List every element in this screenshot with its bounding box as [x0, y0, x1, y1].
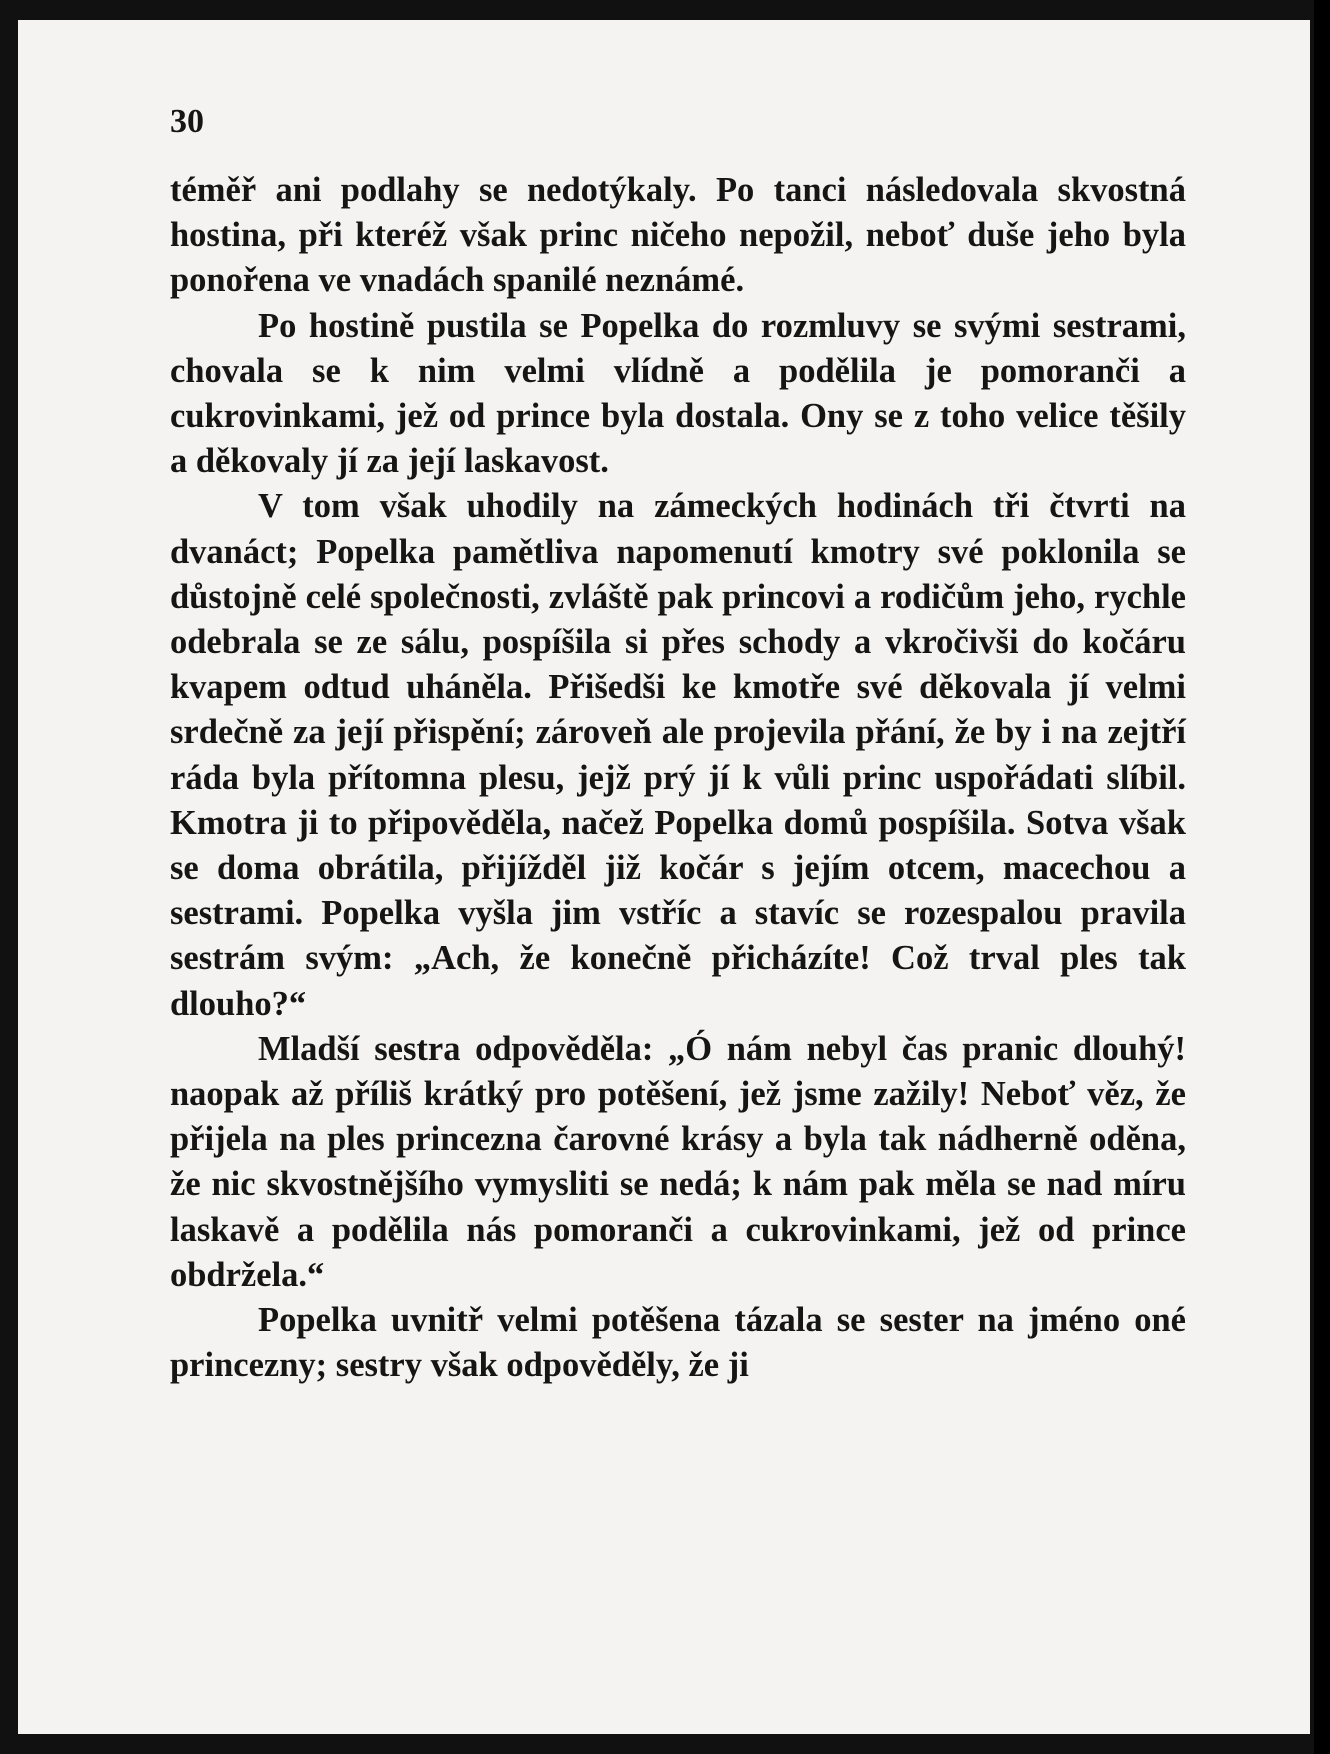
paragraph: téměř ani podlahy se nedotýkaly. Po tanci následovala skvostná hostina, při kteréž však princ ničeho nepožil, neboť duše jeho byla ponořena ve vnadách spanilé neznámé. [170, 171, 1186, 300]
page-number: 30 [170, 103, 204, 140]
paragraph: Popelka uvnitř velmi potěšena tázala se sester na jméno oné princezny; sestry však odpověděly, že ji [170, 1301, 1186, 1385]
paragraph: Mladší sestra odpověděla: „Ó nám nebyl čas pranic dlouhý! naopak až příliš krátký pro potěšení, jež jsme zažily! Neboť věz, že přijela na ples princezna čarovné krásy a byla tak nádherně oděna, že nic skvostnějšího vymysliti se nedá; k nám pak měla se nad míru laskavě a podělila nás pomoranči a cukrovinkami, jež od prince obdržela.“ [170, 1029, 1186, 1294]
paragraph: Po hostině pustila se Popelka do rozmluvy se svými sestrami, chovala se k nim velmi vlídně a podělila je pomoranči a cukrovinkami, jež od prince byla dostala. Ony se z toho velice těšily a děkovaly jí za její laskavost. [170, 306, 1186, 481]
scan-edge [1314, 0, 1330, 1754]
paragraph: V tom však uhodily na zámeckých hodinách tři čtvrti na dvanáct; Popelka pamětliva napomenutí kmotry své poklonila se důstojně celé společnosti, zvláště pak princovi a rodičům jeho, rychle odebrala se ze sálu, pospíšila si přes schody a vkročivši do kočáru kvapem odtud uháněla. Přišedši ke kmotře své děkovala jí velmi srdečně za její přispění; zároveň ale projevila přání, že by i na zejtří ráda byla přítomna plesu, jejž prý jí k vůli princ uspořádati slíbil. Kmotra ji to připověděla, načež Popelka domů pospíšila. Sotva však se doma obrátila, přijížděl již kočár s jejím otcem, macechou a sestrami. Popelka vyšla jim vstříc a stavíc se rozespalou pravila sestrám svým: „Ach, že konečně přicházíte! Což trval ples tak dlouho?“ [170, 487, 1186, 1023]
body-text [170, 168, 1186, 1388]
